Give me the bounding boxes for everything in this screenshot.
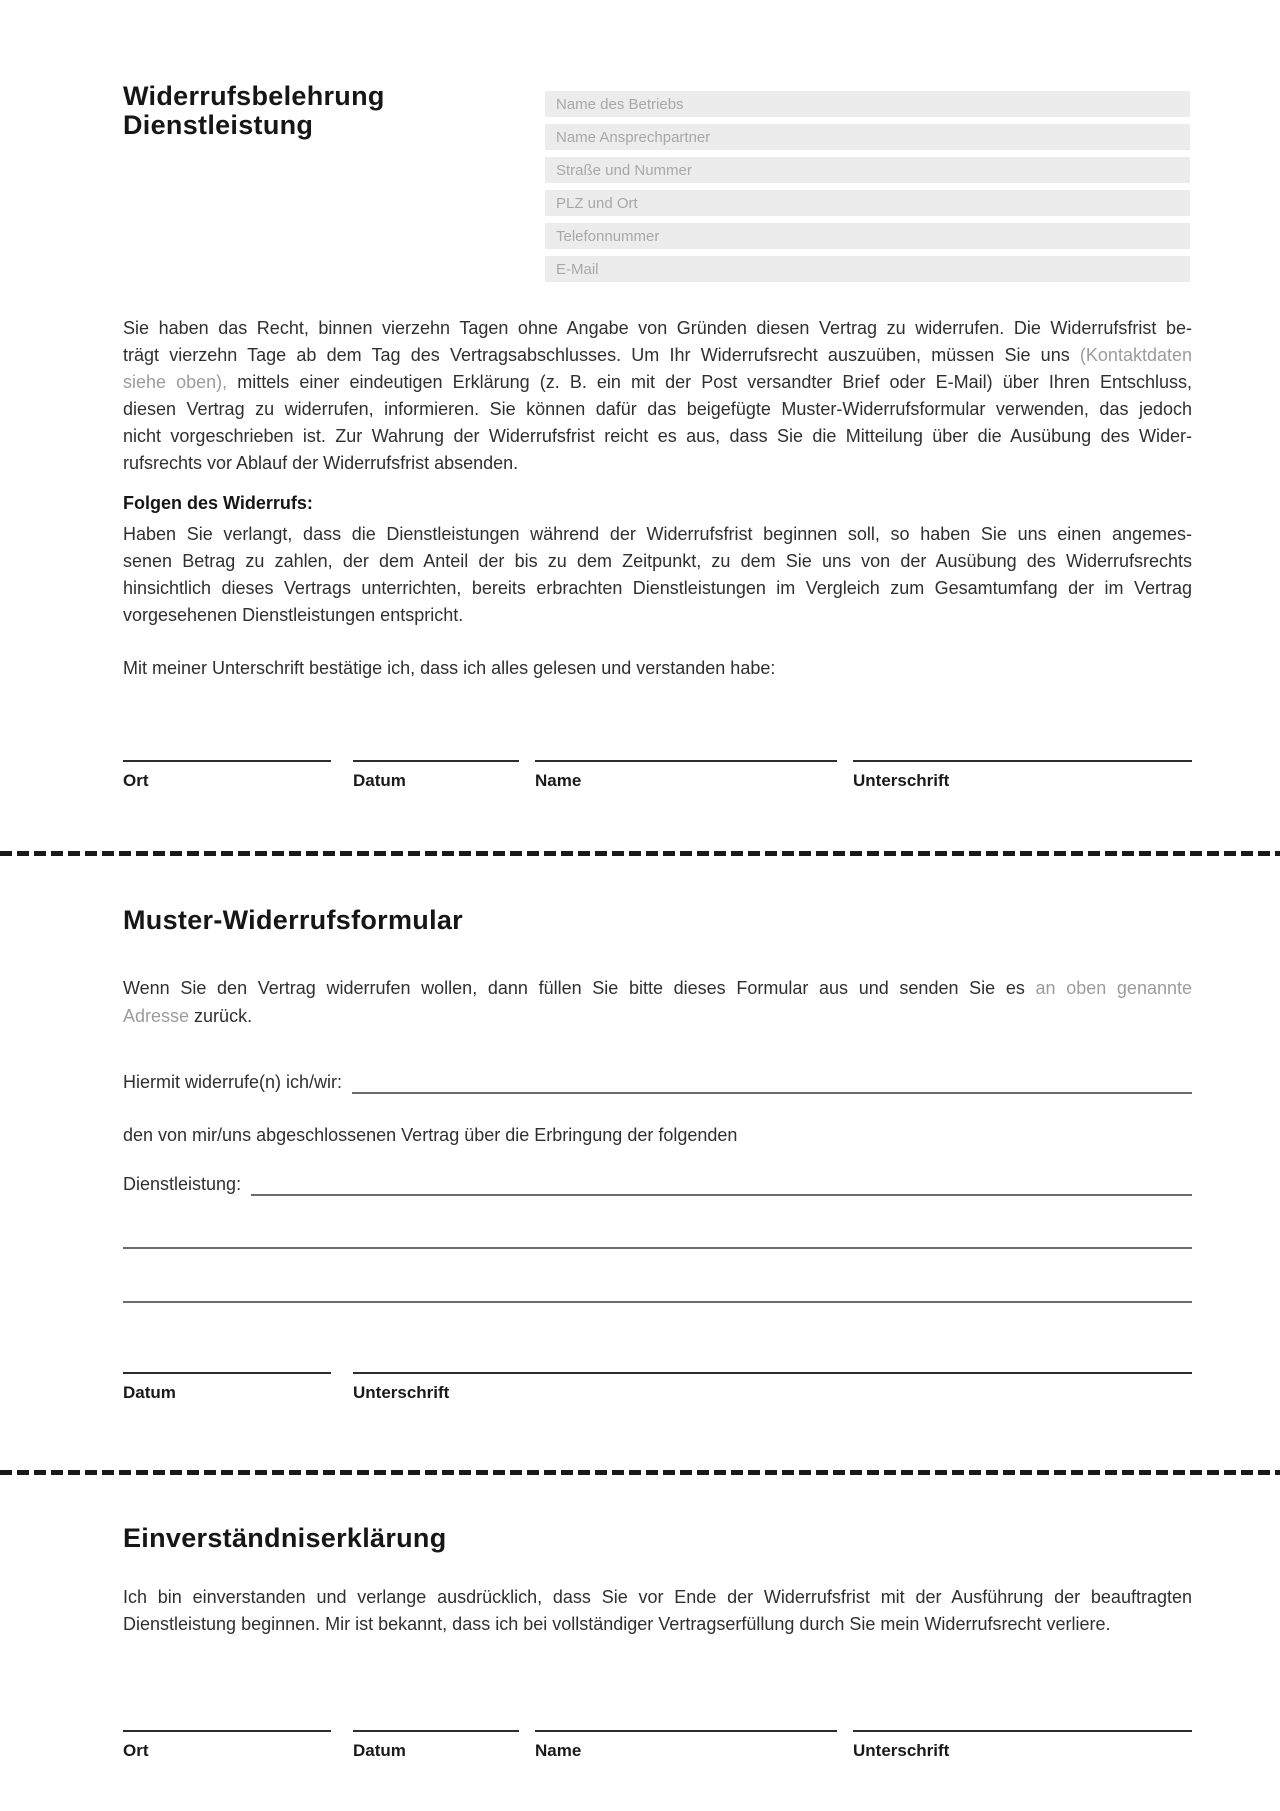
withdrawal-intro-paragraph bbox=[123, 315, 1192, 477]
signature-cell-unterschrift: Unterschrift bbox=[353, 1372, 1192, 1403]
consequences-heading: Folgen des Widerrufs: bbox=[123, 493, 313, 513]
text-line bbox=[123, 1002, 1192, 1030]
text-segment: Wenn Sie den Vertrag widerrufen wollen, dann füllen Sie bitte dieses Formular aus und senden Sie es bbox=[123, 978, 1036, 998]
signature-cell-unterschrift: Unterschrift bbox=[853, 760, 1192, 791]
muster-form-intro bbox=[123, 974, 1192, 1030]
contact-form bbox=[545, 91, 1190, 289]
consent-paragraph bbox=[123, 1584, 1192, 1638]
text-segment: rufsrechts vor Ablauf der Widerrufsfrist absenden. bbox=[123, 453, 519, 473]
signature-cell-ort: Ort bbox=[123, 760, 331, 791]
text-line bbox=[123, 602, 1192, 629]
writing-line bbox=[123, 1301, 1192, 1303]
consent-heading: Einverständniserklärung bbox=[123, 1523, 447, 1553]
text-segment: Dienstleistung beginnen. Mir ist bekannt, dass ich bei vollständiger Vertragserfüllung durch Sie mein Widerrufsrecht verliere. bbox=[123, 1614, 1111, 1634]
text-segment: hinsichtlich dieses Vertrags unterrichten, bereits erbrachten Dienstleistungen im Vergleich zum Gesamtumfang der im Vertrag bbox=[123, 578, 1192, 598]
gray-text-segment: an oben genannte bbox=[1035, 978, 1192, 998]
text-segment: nicht vorgeschrieben ist. Zur Wahrung der Widerrufsfrist reicht es aus, dass Sie die Mitteilung über die Ausübung des Wider- bbox=[123, 426, 1192, 446]
signature-block-muster bbox=[123, 1372, 1192, 1403]
contract-text: den von mir/uns abgeschlossenen Vertrag über die Erbringung der folgenden bbox=[123, 1125, 738, 1145]
signature-cell-datum: Datum bbox=[353, 760, 519, 791]
phone-input[interactable] bbox=[545, 223, 1190, 249]
text-segment: Haben Sie verlangt, dass die Dienstleistungen während der Widerrufsfrist beginnen soll, so haben Sie uns einen angemes- bbox=[123, 524, 1192, 544]
field-street-number bbox=[545, 157, 1190, 183]
signature-cell-name: Name bbox=[535, 760, 837, 791]
signature-cell-datum: Datum bbox=[123, 1372, 331, 1403]
service-label: Dienstleistung: bbox=[123, 1174, 242, 1194]
signature-block-consent bbox=[123, 1730, 1192, 1761]
signature-cell-name: Name bbox=[535, 1730, 837, 1761]
gray-text-segment: (Kontaktdaten bbox=[1079, 345, 1192, 365]
company-name-input[interactable] bbox=[545, 91, 1190, 117]
field-company-name bbox=[545, 91, 1190, 117]
field-contact-person bbox=[545, 124, 1190, 150]
text-line bbox=[123, 450, 1192, 477]
text-segment: diesen Vertrag zu widerrufen, informieren. Sie können dafür das beigefügte Muster-Widerrufsformular verwenden, das jedoch bbox=[123, 399, 1192, 419]
text-segment: senen Betrag zu zahlen, der dem Anteil der bis zu dem Zeitpunkt, zu dem Sie uns von der Ausübung des Widerrufsrechts bbox=[123, 551, 1192, 571]
writing-line bbox=[123, 1247, 1192, 1249]
text-segment: mittels einer eindeutigen Erklärung (z. B. ein mit der Post versandter Brief oder E-Mail) über Ihren Entschluss, bbox=[227, 372, 1192, 392]
muster-form-heading: Muster-Widerrufsformular bbox=[123, 905, 463, 935]
signature-cell-datum: Datum bbox=[353, 1730, 519, 1761]
document-title bbox=[123, 82, 385, 140]
text-line bbox=[123, 423, 1192, 450]
revoke-row bbox=[123, 1070, 1192, 1094]
signature-cell-unterschrift: Unterschrift bbox=[853, 1730, 1192, 1761]
text-line bbox=[123, 1611, 1192, 1638]
text-line bbox=[123, 369, 1192, 396]
revoke-label: Hiermit widerrufe(n) ich/wir: bbox=[123, 1072, 343, 1092]
dashed-section-divider bbox=[0, 1470, 1280, 1475]
contact-person-input[interactable] bbox=[545, 124, 1190, 150]
text-line bbox=[123, 1584, 1192, 1611]
text-segment: zurück. bbox=[189, 1006, 253, 1026]
text-segment: Ich bin einverstanden und verlange ausdrücklich, dass Sie vor Ende der Widerrufsfrist mit der Ausführung der beauftragten bbox=[123, 1587, 1192, 1607]
text-segment: vorgesehenen Dienstleistungen entspricht. bbox=[123, 605, 464, 625]
field-email bbox=[545, 256, 1190, 282]
document-title-line-2: Dienstleistung bbox=[123, 110, 314, 140]
gray-text-segment: Adresse bbox=[123, 1006, 190, 1026]
text-line bbox=[123, 521, 1192, 548]
signature-cell-ort: Ort bbox=[123, 1730, 331, 1761]
service-fill-line bbox=[251, 1172, 1192, 1196]
street-number-input[interactable] bbox=[545, 157, 1190, 183]
gray-text-segment: siehe oben), bbox=[123, 372, 228, 392]
service-row bbox=[123, 1172, 1192, 1196]
text-line bbox=[123, 575, 1192, 602]
dashed-section-divider bbox=[0, 851, 1280, 856]
text-segment: Sie haben das Recht, binnen vierzehn Tagen ohne Angabe von Gründen diesen Vertrag zu widerrufen. Die Widerrufsfrist be- bbox=[123, 318, 1192, 338]
confirmation-sentence: Mit meiner Unterschrift bestätige ich, dass ich alles gelesen und verstanden habe: bbox=[123, 658, 776, 678]
zip-city-input[interactable] bbox=[545, 190, 1190, 216]
text-segment: trägt vierzehn Tage ab dem Tag des Vertragsabschlusses. Um Ihr Widerrufsrecht auszuüben, müssen Sie uns bbox=[123, 345, 1080, 365]
signature-block-top bbox=[123, 760, 1192, 791]
text-line bbox=[123, 315, 1192, 342]
text-line bbox=[123, 974, 1192, 1002]
consequences-paragraph bbox=[123, 521, 1192, 629]
field-phone bbox=[545, 223, 1190, 249]
text-line bbox=[123, 396, 1192, 423]
document-title-line-1: Widerrufsbelehrung bbox=[123, 81, 385, 111]
text-line bbox=[123, 342, 1192, 369]
email-input[interactable] bbox=[545, 256, 1190, 282]
revoke-fill-line bbox=[352, 1070, 1192, 1094]
text-line bbox=[123, 548, 1192, 575]
field-zip-city bbox=[545, 190, 1190, 216]
